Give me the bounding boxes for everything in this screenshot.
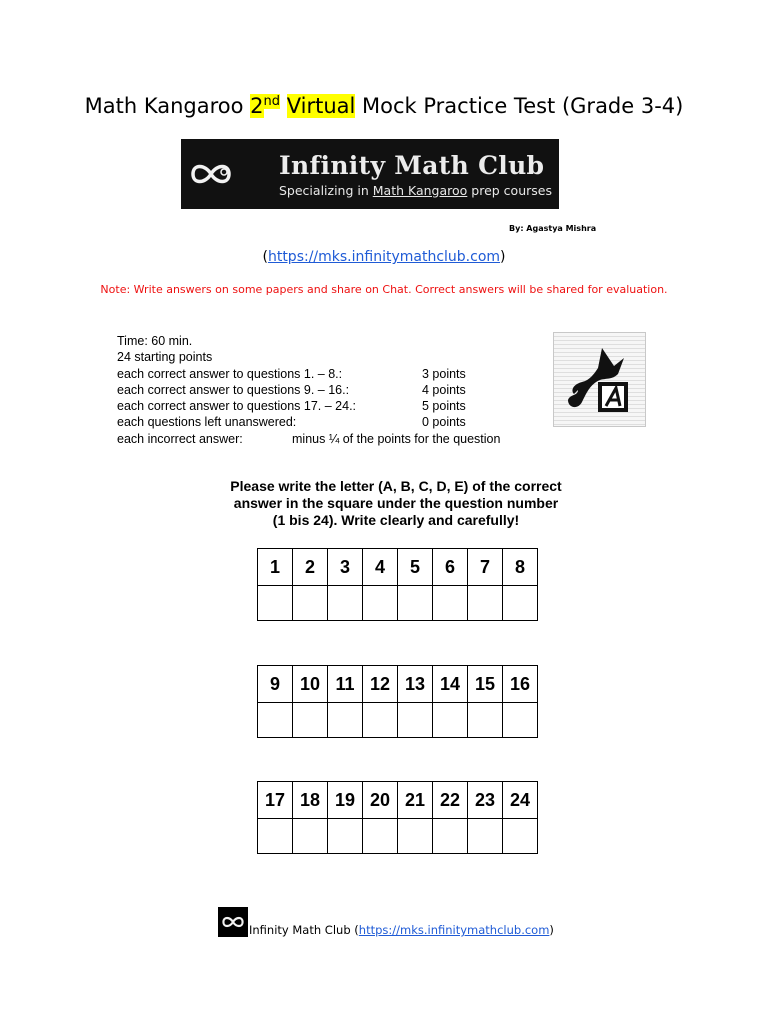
question-number: 22: [433, 782, 468, 819]
answer-box[interactable]: [258, 703, 293, 738]
answer-grid-1: [257, 548, 538, 621]
footer: [218, 907, 554, 937]
question-number: 8: [503, 549, 538, 586]
answer-box[interactable]: [433, 703, 468, 738]
footer-link[interactable]: https://mks.infinitymathclub.com: [358, 923, 550, 937]
answer-box[interactable]: [363, 819, 398, 854]
question-number: 14: [433, 666, 468, 703]
question-number: 13: [398, 666, 433, 703]
answer-grid-2: [257, 665, 538, 738]
answer-box[interactable]: [398, 586, 433, 621]
question-number: 17: [258, 782, 293, 819]
infinity-icon: [181, 139, 241, 209]
question-number: 5: [398, 549, 433, 586]
answer-box[interactable]: [328, 586, 363, 621]
time-limit: Time: 60 min.: [117, 334, 193, 348]
answer-box[interactable]: [258, 819, 293, 854]
answer-box[interactable]: [293, 586, 328, 621]
byline: By: Agastya Mishra: [509, 224, 597, 233]
scoring-rules: [117, 333, 501, 447]
scoring-row: each correct answer to questions 9. – 16.: 4 points: [117, 382, 466, 397]
question-number: 6: [433, 549, 468, 586]
title-part1: Math Kangaroo: [84, 94, 251, 118]
answer-box[interactable]: [293, 703, 328, 738]
title-virtual: Virtual: [286, 94, 356, 118]
answer-box[interactable]: [293, 819, 328, 854]
answer-box[interactable]: [433, 586, 468, 621]
scoring-row: each correct answer to questions 1. – 8.: 3 points: [117, 366, 466, 381]
title-ordinal-suffix: nd: [263, 94, 281, 109]
question-number: 11: [328, 666, 363, 703]
question-number: 2: [293, 549, 328, 586]
banner-title: Infinity Math Club: [279, 150, 545, 180]
kangaroo-logo-icon: [553, 332, 646, 427]
answer-box[interactable]: [398, 819, 433, 854]
scoring-row: each correct answer to questions 17. – 24.: 5 points: [117, 399, 466, 414]
club-banner: [181, 139, 559, 209]
question-number: 16: [503, 666, 538, 703]
answer-box[interactable]: [258, 586, 293, 621]
answer-box[interactable]: [468, 703, 503, 738]
banner-subtitle: Specializing in Math Kangaroo prep courses: [279, 182, 552, 198]
title-part2: Mock Practice Test (Grade 3-4): [355, 94, 684, 118]
answer-box[interactable]: [328, 703, 363, 738]
answer-box[interactable]: [468, 586, 503, 621]
question-number: 20: [363, 782, 398, 819]
answer-box[interactable]: [503, 703, 538, 738]
question-number: 10: [293, 666, 328, 703]
question-number: 24: [503, 782, 538, 819]
scoring-row: each questions left unanswered: 0 points: [117, 415, 466, 430]
answer-box[interactable]: [328, 819, 363, 854]
question-number: 9: [258, 666, 293, 703]
instructions: Please write the letter (A, B, C, D, E) of the correct answer in the square under the question number (1 bis 24). Write clearly and carefully!: [230, 478, 562, 528]
answer-box[interactable]: [468, 819, 503, 854]
website-line: (https://mks.infinitymathclub.com): [262, 249, 506, 265]
question-number: 7: [468, 549, 503, 586]
question-number: 19: [328, 782, 363, 819]
question-number: 1: [258, 549, 293, 586]
question-number: 12: [363, 666, 398, 703]
footer-text: Infinity Math Club (https://mks.infinitymathclub.com): [249, 923, 554, 937]
question-number: 3: [328, 549, 363, 586]
question-number: 4: [363, 549, 398, 586]
answer-box[interactable]: [433, 819, 468, 854]
website-link[interactable]: https://mks.infinitymathclub.com: [267, 249, 501, 265]
question-number: 23: [468, 782, 503, 819]
page-title: [0, 94, 768, 118]
scoring-row-incorrect: each incorrect answer: minus ¼ of the points for the question: [117, 431, 501, 446]
question-number: 18: [293, 782, 328, 819]
title-space: [280, 94, 287, 118]
infinity-icon: [218, 907, 248, 937]
answer-box[interactable]: [363, 703, 398, 738]
answer-box[interactable]: [398, 703, 433, 738]
starting-points: 24 starting points: [117, 350, 213, 365]
title-ordinal: 2: [250, 94, 264, 118]
answer-box[interactable]: [503, 819, 538, 854]
answer-box[interactable]: [503, 586, 538, 621]
answer-box[interactable]: [363, 586, 398, 621]
answer-grid-3: [257, 781, 538, 854]
note-text: Note: Write answers on some papers and share on Chat. Correct answers will be shared for evaluation.: [100, 283, 668, 296]
question-number: 21: [398, 782, 433, 819]
question-number: 15: [468, 666, 503, 703]
